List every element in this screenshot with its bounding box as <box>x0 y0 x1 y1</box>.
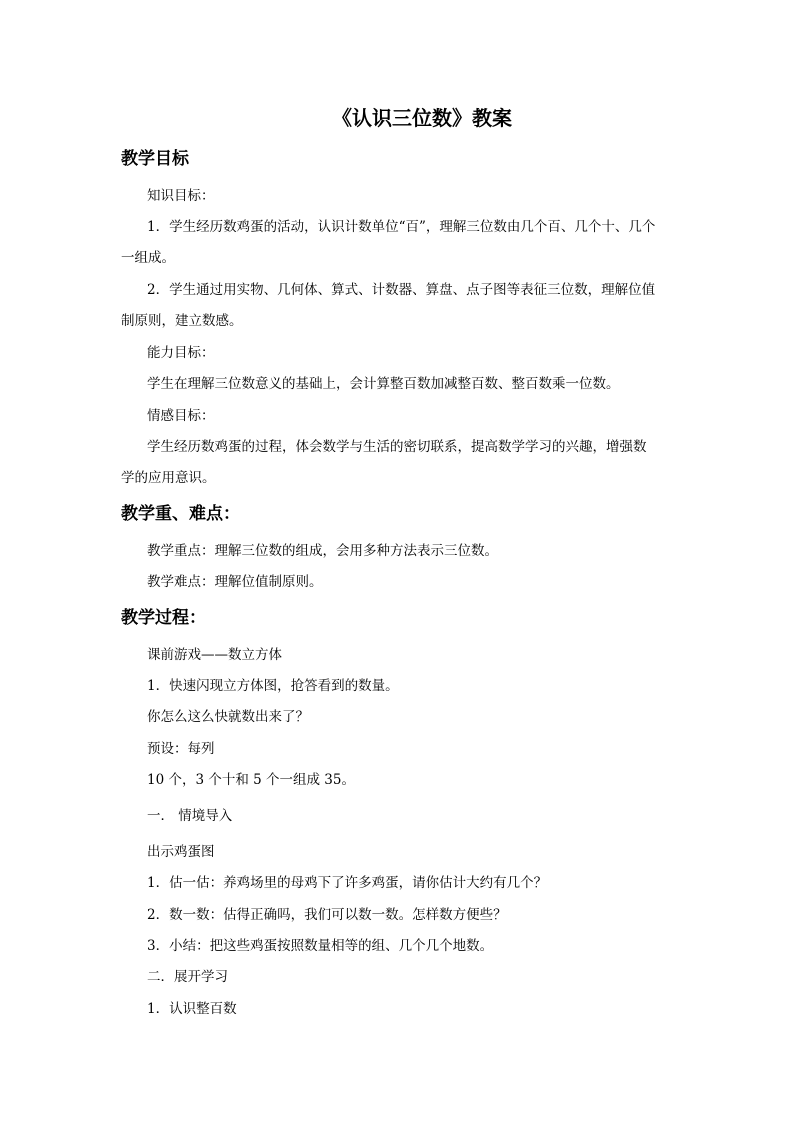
heading-teaching-process: 教学过程： <box>121 608 206 628</box>
section-1-summary: 3．小结：把这些鸡蛋按照数量相等的组、几个几个地数。 <box>147 938 494 954</box>
heading-key-points: 教学重、难点： <box>121 504 240 524</box>
knowledge-goal-1-line-1: 1．学生经历数鸡蛋的活动，认识计数单位“百”，理解三位数由几个百、几个十、几个 <box>147 219 656 235</box>
section-1-estimate: 1．估一估：养鸡场里的母鸡下了许多鸡蛋，请你估计大约有几个？ <box>147 875 548 891</box>
section-1-heading: 一． 情境导入 <box>147 808 233 824</box>
section-2-item-1: 1．认识整百数 <box>147 1001 237 1017</box>
emotion-goal-line-2: 学的应用意识。 <box>121 470 216 486</box>
knowledge-goal-1-line-2: 一组成。 <box>121 250 175 266</box>
section-1-count: 2．数一数：估得正确吗，我们可以数一数。怎样数方便些？ <box>147 907 507 923</box>
heading-teaching-goals: 教学目标 <box>121 149 189 169</box>
section-2-heading: 二．展开学习 <box>147 969 228 985</box>
knowledge-goal-2-line-1: 2．学生通过用实物、几何体、算式、计数器、算盘、点子图等表征三位数，理解位值 <box>147 282 656 298</box>
warmup-step-1: 1．快速闪现立方体图，抢答看到的数量。 <box>147 678 399 694</box>
document-title: 《认识三位数》教案 <box>332 106 512 130</box>
emotion-goal-label: 情感目标： <box>147 408 215 424</box>
warmup-preset: 预设：每列 <box>147 741 215 757</box>
warmup-question: 你怎么这么快就数出来了？ <box>147 709 309 725</box>
warmup-title: 课前游戏——数立方体 <box>147 647 282 663</box>
ability-goal-label: 能力目标： <box>147 345 215 361</box>
section-1-show-image: 出示鸡蛋图 <box>147 844 215 860</box>
emotion-goal-line-1: 学生经历数鸡蛋的过程，体会数学与生活的密切联系，提高数学学习的兴趣，增强数 <box>147 439 647 455</box>
teaching-difficulty: 教学难点：理解位值制原则。 <box>147 574 323 590</box>
teaching-focus: 教学重点：理解三位数的组成，会用多种方法表示三位数。 <box>147 543 498 559</box>
knowledge-goal-label: 知识目标： <box>147 188 215 204</box>
knowledge-goal-2-line-2: 制原则，建立数感。 <box>121 313 243 329</box>
ability-goal-text: 学生在理解三位数意义的基础上，会计算整百数加减整百数、整百数乘一位数。 <box>147 376 620 392</box>
warmup-answer: 10 个，3 个十和 5 个一组成 35。 <box>147 772 355 788</box>
